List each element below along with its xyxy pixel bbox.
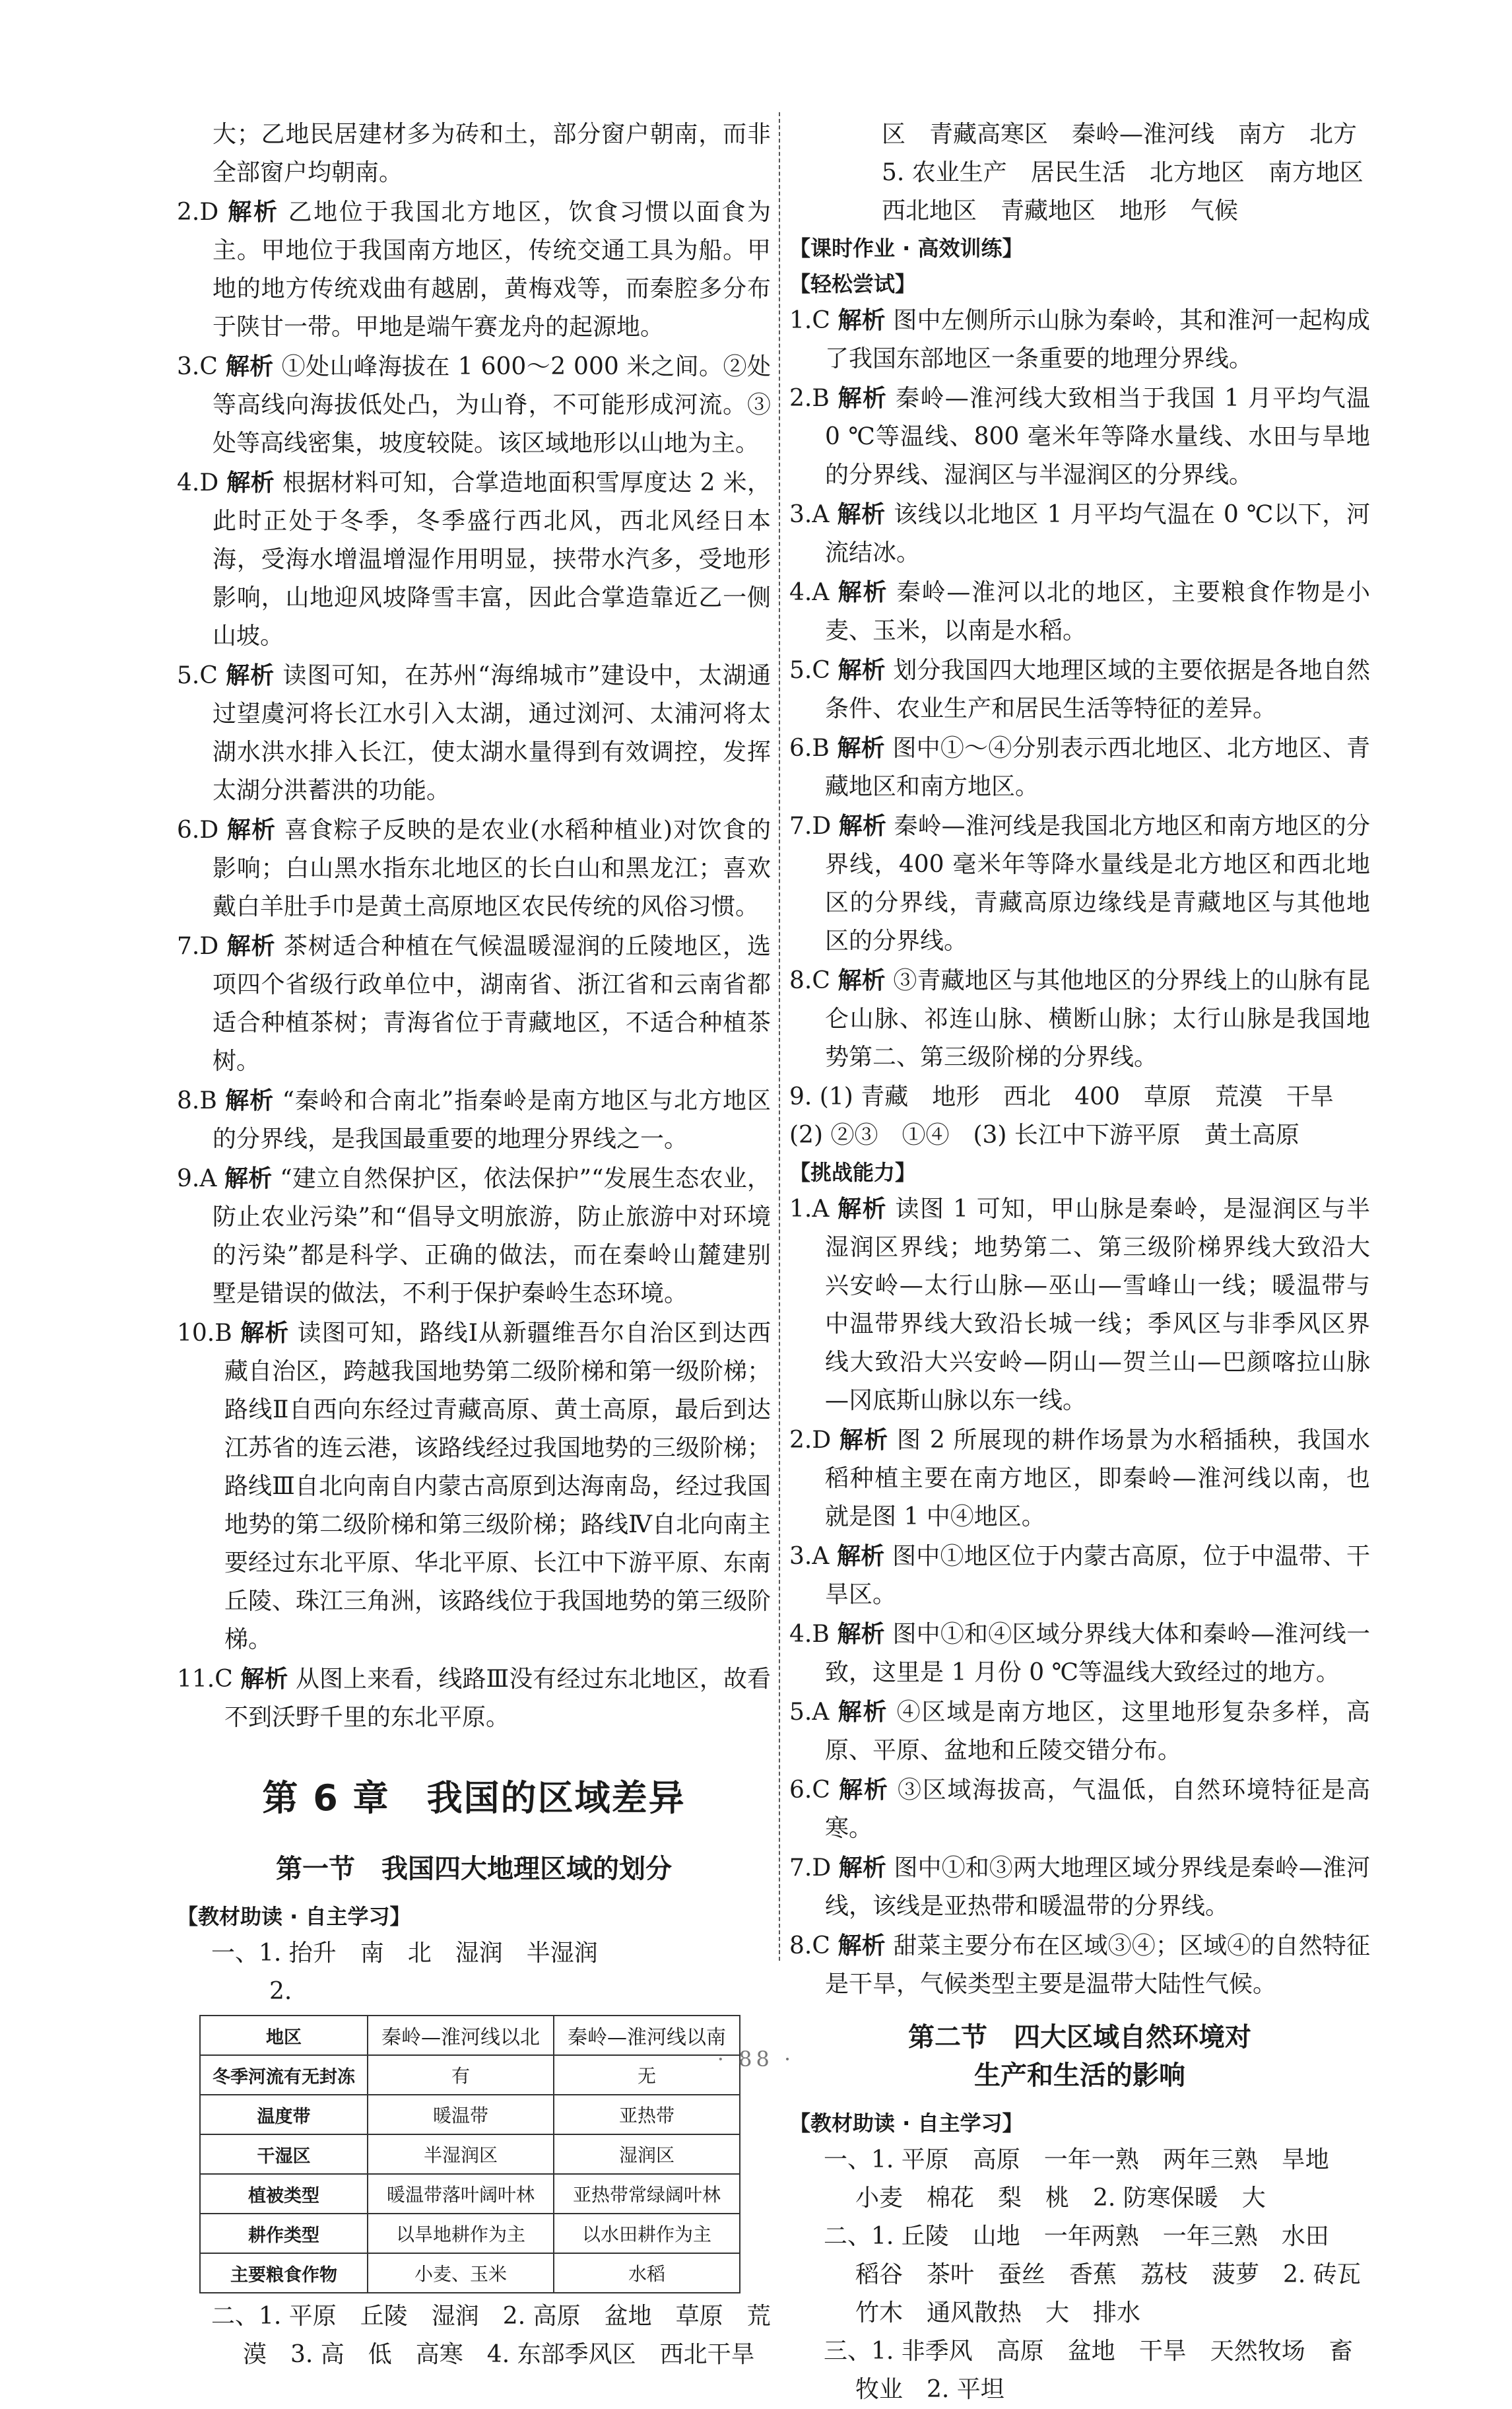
table-header-cell: 秦岭—淮河线以北 — [368, 2016, 554, 2055]
answer-choice: B — [812, 735, 830, 762]
item-number: 7. — [177, 933, 200, 960]
analysis-text: ④区域是南方地区，这里地形复杂多样，高原、平原、盆地和丘陵交错分布。 — [825, 1699, 1370, 1764]
table-cell: 有 — [368, 2055, 554, 2095]
analysis-text: 读图 1 可知，甲山脉是秦岭，是湿润区与半湿润区界线；地势第二、第三级阶梯界线大致沿大兴安岭—太行山脉—巫山—雪峰山一线；暖温带与中温带界线大致沿长城一线；季风区与非季风区界线大致沿大兴安岭—阴山—贺兰山—巴颜喀拉山脉—冈底斯山脉以东一线。 — [825, 1196, 1370, 1414]
table-cell: 以旱地耕作为主 — [368, 2214, 554, 2253]
answer-item — [177, 464, 771, 656]
analysis-text: ①处山峰海拔在 1 600～2 000 米之间。②处等高线向海拔低处凸，为山脊，不可能形成河流。③处等高线密集，坡度较陡。该区域地形以山地为主。 — [213, 353, 771, 457]
analysis-label: 解析 — [838, 1932, 886, 1959]
item-number: 8. — [789, 967, 812, 994]
answer-choice: C — [812, 1777, 830, 1804]
analysis-text: ③青藏地区与其他地区的分界线上的山脉有昆仑山脉、祁连山脉、横断山脉；太行山脉是我国地势第二、第三级阶梯的分界线。 — [825, 967, 1370, 1071]
answer-choice: B — [812, 385, 830, 412]
analysis-text: ③区域海拔高，气温低，自然环境特征是高寒。 — [825, 1777, 1370, 1842]
analysis-label: 解析 — [240, 1666, 288, 1693]
left-answer-list — [177, 116, 771, 1737]
analysis-text: 茶树适合种植在气候温暖湿润的丘陵地区，选项四个省级行政单位中，湖南省、浙江省和云南省都适合种植茶树；青海省位于青藏地区，不适合种植茶树。 — [213, 933, 771, 1075]
item-number: 9. — [177, 1165, 200, 1192]
analysis-text: 秦岭—淮河线是我国北方地区和南方地区的分界线，400 毫米年等降水量线是北方地区和西北地区的分界线，青藏高原边缘线是青藏地区与其他地区的分界线。 — [825, 813, 1370, 955]
page-number: · 88 · — [717, 2047, 795, 2072]
item-number: 8. — [177, 1087, 200, 1114]
fill-answer-b3: 三、1. 非季风 高原 盆地 干旱 天然牧场 畜牧业 2. 平坦 — [824, 2338, 1353, 2403]
fill-answer-3: 二、1. 平原 丘陵 湿润 2. 高原 盆地 草原 荒漠 3. 高 低 高寒 4. 东部季风区 西北干旱 — [211, 2303, 771, 2368]
table-row — [200, 2253, 740, 2293]
table-header-cell: 地区 — [200, 2016, 368, 2055]
answer-choice: C — [199, 662, 218, 689]
answer-item — [789, 1615, 1370, 1692]
analysis-text: 图 2 所展现的耕作场景为水稻插秧，我国水稻种植主要在南方地区，即秦岭—淮河线以南，也就是图 1 中④地区。 — [825, 1427, 1370, 1530]
section-tag-homework: 【课时作业 · 高效训练】 — [789, 236, 1024, 261]
answer-item — [789, 496, 1370, 572]
section-2-title-line-2: 生产和生活的影响 — [974, 2060, 1185, 2091]
answer-item — [177, 928, 771, 1081]
section-2-title-line-1: 第二节 四大区域自然环境对 — [908, 2022, 1251, 2053]
analysis-text: “建立自然保护区，依法保护”“发展生态农业，防止农业污染”和“倡导文明旅游，防止旅游中对环境的污染”都是科学、正确的做法，而在秦岭山麓建别墅是错误的做法，不利于保护秦岭生态环境。 — [213, 1165, 771, 1307]
item-number: 5. — [789, 657, 812, 684]
analysis-label: 解析 — [839, 1427, 889, 1454]
answer-choice: D — [199, 817, 219, 844]
analysis-text: 划分我国四大地理区域的主要依据是各地自然条件、农业生产和居民生活等特征的差异。 — [825, 657, 1370, 722]
answer-item — [177, 1160, 771, 1313]
analysis-text: 图中①和④区域分界线大体和秦岭—淮河线一致，这里是 1 月份 0 ℃等温线大致经过的地方。 — [825, 1621, 1370, 1686]
answer-choice: A — [812, 1699, 830, 1726]
item-number: 4. — [789, 579, 812, 606]
table-cell: 无 — [554, 2055, 740, 2095]
answer-choice: A — [812, 501, 830, 528]
fill-answer-top-1: 区 青藏高寒区 秦岭—淮河线 南方 北方 — [882, 121, 1358, 148]
answer-choice: B — [812, 1621, 830, 1648]
fill-answer-2: 2. — [269, 1978, 292, 2005]
fill-answer-top-2: 5. 农业生产 居民生活 北方地区 南方地区 — [882, 159, 1364, 186]
analysis-text: 根据材料可知，合掌造地面积雪厚度达 2 米，此时正处于冬季，冬季盛行西北风，西北风经日本海，受海水增温增湿作用明显，挟带水汽多，受地形影响，山地迎风坡降雪丰富，因此合掌造靠近乙一侧山坡。 — [213, 469, 771, 650]
answer-choice: B — [214, 1320, 232, 1347]
item-number: 6. — [177, 817, 200, 844]
analysis-label: 解析 — [837, 501, 886, 528]
section-tag-study-2: 【教材助读 · 自主学习】 — [789, 2111, 1024, 2136]
item-number: 5. — [177, 662, 200, 689]
table-cell: 湿润区 — [554, 2134, 740, 2174]
fill-answer-b1: 一、1. 平原 高原 一年一熟 两年三熟 旱地 小麦 棉花 梨 桃 2. 防寒保暖 大 — [824, 2146, 1353, 2212]
analysis-label: 解析 — [838, 1854, 886, 1882]
table-cell: 半湿润区 — [368, 2134, 554, 2174]
answer-choice: B — [199, 1087, 217, 1114]
analysis-label: 解析 — [224, 1165, 273, 1192]
analysis-label: 解析 — [226, 469, 275, 496]
analysis-text: 大；乙地民居建材多为砖和土，部分窗户朝南，而非全部窗户均朝南。 — [213, 121, 771, 186]
answer-item — [789, 302, 1370, 378]
analysis-text: 图中①地区位于内蒙古高原，位于中温带、干旱区。 — [825, 1543, 1370, 1608]
analysis-text: 甜菜主要分布在区域③④；区域④的自然特征是干旱，气候类型主要是温带大陆性气候。 — [825, 1932, 1370, 1998]
answer-choice: C — [214, 1666, 233, 1693]
analysis-label: 解析 — [838, 1196, 887, 1223]
section-title: 第一节 我国四大地理区域的划分 — [276, 1854, 672, 1884]
answer-choice: D — [812, 1854, 832, 1882]
chapter-title: 第 6 章 我国的区域差异 — [262, 1777, 686, 1819]
answer-choice: D — [199, 199, 219, 226]
analysis-text: 图中左侧所示山脉为秦岭，其和淮河一起构成了我国东部地区一条重要的地理分界线。 — [825, 307, 1370, 372]
analysis-label: 解析 — [838, 579, 888, 606]
analysis-label: 解析 — [228, 199, 279, 226]
item-number: 10. — [177, 1320, 215, 1347]
analysis-label: 解析 — [838, 657, 886, 684]
answer-choice: C — [812, 967, 830, 994]
item-number: 2. — [789, 1427, 812, 1454]
item-number: 3. — [789, 501, 812, 528]
table-row — [200, 2134, 740, 2174]
answer-choice: D — [812, 1427, 832, 1454]
answer-item — [789, 1538, 1370, 1614]
analysis-label: 解析 — [837, 1543, 885, 1570]
analysis-label: 解析 — [837, 1621, 885, 1648]
item-number: 3. — [789, 1543, 812, 1570]
table-row — [200, 2095, 740, 2134]
item-9-line-2: (2) ②③ ①④ (3) 长江中下游平原 黄土高原 — [789, 1122, 1299, 1149]
answer-item — [789, 652, 1370, 728]
analysis-label: 解析 — [838, 385, 888, 412]
fill-answer-1: 一、1. 抬升 南 北 湿润 半湿润 — [211, 1940, 598, 1967]
left-column — [177, 116, 771, 2374]
answer-choice: C — [199, 353, 218, 380]
item-number: 6. — [789, 735, 812, 762]
answer-choice: D — [199, 469, 219, 496]
answer-item — [789, 729, 1370, 806]
answer-item — [789, 574, 1370, 650]
table-cell: 亚热带 — [554, 2095, 740, 2134]
challenge-answer-list — [789, 1190, 1370, 2004]
item-number: 7. — [789, 1854, 812, 1882]
item-number: 3. — [177, 353, 200, 380]
analysis-label: 解析 — [837, 735, 885, 762]
analysis-label: 解析 — [838, 1699, 888, 1726]
section-tag-easy: 【轻松尝试】 — [789, 271, 917, 296]
section-tag-challenge: 【挑战能力】 — [789, 1160, 917, 1185]
answer-choice: D — [812, 813, 832, 840]
answer-item — [789, 807, 1370, 961]
analysis-text: 图中①～④分别表示西北地区、北方地区、青藏地区和南方地区。 — [825, 735, 1370, 800]
analysis-label: 解析 — [226, 662, 275, 689]
table-row-header: 耕作类型 — [200, 2214, 368, 2253]
answer-choice: A — [812, 1543, 830, 1570]
section-tag-study: 【教材助读 · 自主学习】 — [177, 1904, 411, 1929]
table-row-header: 主要粮食作物 — [200, 2253, 368, 2293]
analysis-text: 图中①和③两大地理区域分界线是秦岭—淮河线，该线是亚热带和暖温带的分界线。 — [825, 1854, 1370, 1920]
column-divider — [779, 112, 780, 1961]
item-number: 5. — [789, 1699, 812, 1726]
fill-answer-top-3: 西北地区 青藏地区 地形 气候 — [882, 197, 1239, 224]
item-number: 8. — [789, 1932, 812, 1959]
answer-item — [789, 1771, 1370, 1848]
answer-item — [789, 1693, 1370, 1770]
table-row-header: 干湿区 — [200, 2134, 368, 2174]
item-number: 4. — [789, 1621, 812, 1648]
analysis-label: 解析 — [225, 353, 274, 380]
item-number: 2. — [177, 199, 200, 226]
table-cell: 暖温带落叶阔叶林 — [368, 2174, 554, 2214]
answer-item — [177, 811, 771, 926]
easy-answer-list — [789, 302, 1370, 1077]
analysis-text: 乙地位于我国北方地区，饮食习惯以面食为主。甲地位于我国南方地区，传统交通工具为船。甲地的地方传统戏曲有越剧，黄梅戏等，而秦腔多分布于陕甘一带。甲地是端午赛龙舟的起源地。 — [213, 199, 771, 341]
answer-item — [177, 1660, 771, 1737]
answer-choice: A — [812, 579, 830, 606]
table-cell: 亚热带常绿阔叶林 — [554, 2174, 740, 2214]
answer-item — [177, 1314, 771, 1659]
answer-item — [789, 1927, 1370, 2004]
answer-choice: A — [812, 1196, 830, 1223]
table-header-cell: 秦岭—淮河线以南 — [554, 2016, 740, 2055]
answer-item — [177, 657, 771, 810]
item-number: 1. — [789, 1196, 812, 1223]
table-row — [200, 2214, 740, 2253]
analysis-label: 解析 — [838, 307, 886, 334]
table-cell: 水稻 — [554, 2253, 740, 2293]
answer-item — [789, 380, 1370, 494]
answer-item — [177, 348, 771, 463]
analysis-label: 解析 — [226, 817, 277, 844]
analysis-label: 解析 — [240, 1320, 290, 1347]
analysis-text: 该线以北地区 1 月平均气温在 0 ℃以下，河流结冰。 — [825, 501, 1370, 566]
item-number: 11. — [177, 1666, 215, 1693]
analysis-label: 解析 — [838, 967, 886, 994]
item-number: 7. — [789, 813, 812, 840]
analysis-text: 读图可知，路线Ⅰ从新疆维吾尔自治区到达西藏自治区，跨越我国地势第二级阶梯和第一级阶梯；路线Ⅱ自西向东经过青藏高原、黄土高原，最后到达江苏省的连云港，该路线经过我国地势的三级阶梯；路线Ⅲ自北向南自内蒙古高原到达海南岛，经过我国地势的第二级阶梯和第三级阶梯；路线Ⅳ自北向南主要经过东北平原、华北平原、长江中下游平原、东南丘陵、珠江三角洲，该路线位于我国地势的第三级阶梯。 — [224, 1320, 772, 1653]
answer-item — [177, 193, 771, 347]
analysis-label: 解析 — [839, 1777, 889, 1804]
table-row — [200, 2174, 740, 2214]
analysis-text: 秦岭—淮河线大致相当于我国 1 月平均气温 0 ℃等温线、800 毫米年等降水量线、水田与旱地的分界线、湿润区与半湿润区的分界线。 — [825, 385, 1370, 489]
answer-choice: C — [812, 657, 830, 684]
item-9-line-1: 9. (1) 青藏 地形 西北 400 草原 荒漠 干旱 — [789, 1083, 1334, 1110]
answer-item — [789, 1421, 1370, 1536]
item-number: 2. — [789, 385, 812, 412]
answer-item — [789, 962, 1370, 1077]
answer-item — [789, 1849, 1370, 1926]
answer-item — [177, 116, 771, 192]
analysis-text: 喜食粽子反映的是农业(水稻种植业)对饮食的影响；白山黑水指东北地区的长白山和黑龙江；喜欢戴白羊肚手巾是黄土高原地区农民传统的风俗习惯。 — [213, 817, 771, 920]
analysis-text: 读图可知，在苏州“海绵城市”建设中，太湖通过望虞河将长江水引入太湖，通过浏河、太浦河将太湖水洪水排入长江，使太湖水量得到有效调控，发挥太湖分洪蓄洪的功能。 — [213, 662, 771, 804]
table-cell: 小麦、玉米 — [368, 2253, 554, 2293]
answer-choice: D — [199, 933, 219, 960]
fill-answer-b2: 二、1. 丘陵 山地 一年两熟 一年三熟 水田 稻谷 茶叶 蚕丝 香蕉 荔枝 菠萝 2. 砖瓦 竹木 通风散热 大 排水 — [824, 2223, 1385, 2326]
analysis-text: 从图上来看，线路Ⅲ没有经过东北地区，故看不到沃野千里的东北平原。 — [224, 1666, 771, 1731]
answer-choice: A — [199, 1165, 217, 1192]
answer-choice: C — [812, 1932, 830, 1959]
item-number: 1. — [789, 307, 812, 334]
analysis-label: 解析 — [226, 933, 276, 960]
answer-item — [789, 1190, 1370, 1420]
analysis-label: 解析 — [225, 1087, 275, 1114]
answer-item — [177, 1082, 771, 1159]
table-row-header: 温度带 — [200, 2095, 368, 2134]
analysis-label: 解析 — [838, 813, 886, 840]
table-row-header: 植被类型 — [200, 2174, 368, 2214]
table-cell: 以水田耕作为主 — [554, 2214, 740, 2253]
analysis-text: “秦岭和合南北”指秦岭是南方地区与北方地区的分界线，是我国最重要的地理分界线之一。 — [213, 1087, 771, 1153]
item-number: 4. — [177, 469, 200, 496]
table-cell: 暖温带 — [368, 2095, 554, 2134]
analysis-text: 秦岭—淮河以北的地区，主要粮食作物是小麦、玉米，以南是水稻。 — [825, 579, 1370, 644]
answer-choice: C — [812, 307, 830, 334]
table-row-header: 冬季河流有无封冻 — [200, 2055, 368, 2095]
item-number: 6. — [789, 1777, 812, 1804]
